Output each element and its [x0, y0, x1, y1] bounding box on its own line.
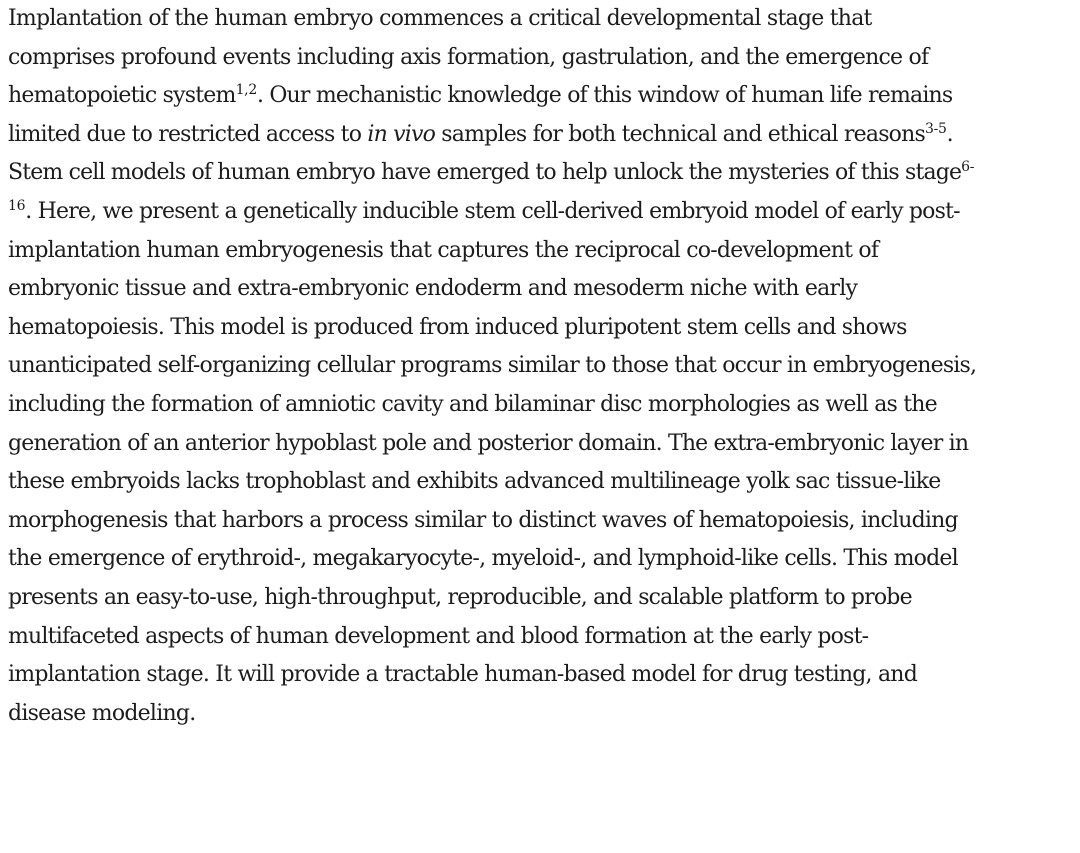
text-line: hematopoiesis. This model is produced from induced pluripotent stem cells and shows — [8, 314, 907, 340]
line-text: . — [946, 121, 953, 147]
text-line: morphogenesis that harbors a process similar to distinct waves of hematopoiesis, including — [8, 507, 958, 533]
text-line: implantation stage. It will provide a tractable human-based model for drug testing, and — [8, 662, 917, 688]
citation-superscript[interactable]: 3-5 — [924, 120, 947, 137]
text-line: including the formation of amniotic cavity and bilaminar disc morphologies as well as the — [8, 391, 937, 417]
line-text: . Our mechanistic knowledge of this window of human life remains — [256, 83, 953, 109]
line-text: hematopoietic system — [8, 83, 236, 109]
text-line: generation of an anterior hypoblast pole and posterior domain. The extra-embryonic layer in — [8, 430, 969, 456]
line-text: limited due to restricted access to — [8, 121, 368, 147]
text-line: multifaceted aspects of human development and blood formation at the early post- — [8, 623, 869, 649]
text-line: embryonic tissue and extra-embryonic endoderm and mesoderm niche with early — [8, 276, 858, 302]
text-line: Implantation of the human embryo commences a critical developmental stage that — [8, 6, 872, 31]
citation-superscript[interactable]: 16 — [8, 197, 26, 214]
abstract-paragraph — [8, 0, 1078, 733]
text-line — [8, 154, 1078, 193]
text-line — [8, 77, 1078, 116]
text-line — [8, 116, 1078, 155]
citation-superscript[interactable]: 6- — [961, 159, 975, 176]
line-text: samples for both technical and ethical reasons — [435, 121, 925, 147]
text-line: the emergence of erythroid-, megakaryocyte-, myeloid-, and lymphoid-like cells. This model — [8, 546, 958, 572]
text-line: comprises profound events including axis formation, gastrulation, and the emergence of — [8, 44, 929, 70]
line-text: . Here, we present a genetically inducible stem cell-derived embryoid model of early post- — [25, 198, 960, 224]
line-text: Stem cell models of human embryo have emerged to help unlock the mysteries of this stage — [8, 160, 962, 186]
citation-superscript[interactable]: 1,2 — [235, 82, 257, 99]
text-line: implantation human embryogenesis that captures the reciprocal co-development of — [8, 237, 879, 263]
text-line: these embryoids lacks trophoblast and exhibits advanced multilineage yolk sac tissue-like — [8, 469, 941, 495]
text-line: unanticipated self-organizing cellular programs similar to those that occur in embryogenesis, — [8, 353, 977, 379]
text-line: disease modeling. — [8, 700, 196, 726]
text-line: presents an easy-to-use, high-throughput, reproducible, and scalable platform to probe — [8, 584, 912, 610]
text-line — [8, 193, 1078, 232]
italic-term: in vivo — [367, 121, 436, 147]
